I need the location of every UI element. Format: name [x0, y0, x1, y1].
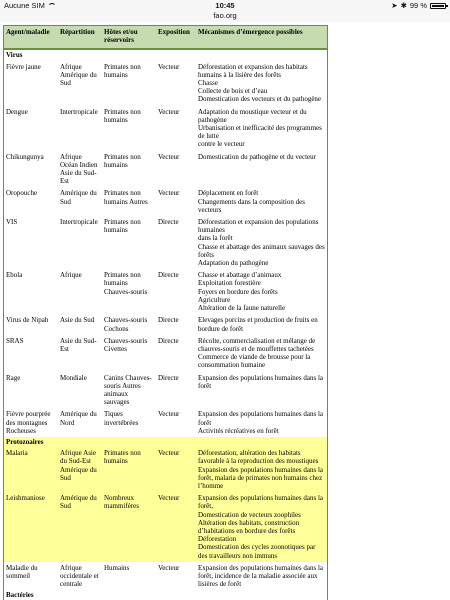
battery-percent: 99 % [409, 1, 427, 10]
table-row [4, 61, 328, 106]
header-repartition: Répartition [58, 26, 102, 50]
cell-mecanismes [196, 61, 328, 106]
mechanism-line: Expansion des populations humaines dans la forêt, [198, 494, 324, 511]
mechanism-line: Déforestation, altération des habitats favorable à la reproduction des moustiques [198, 449, 319, 466]
mechanism-line: Récolte, commercialisation et mélange de chauves-souris et de mouffettes tachetées [198, 336, 316, 353]
table-row [4, 106, 328, 151]
mechanism-line: Agriculture [198, 295, 231, 304]
cell-mecanismes [196, 216, 328, 269]
mechanism-line: Adaptation du moustique vecteur et du pathogène [198, 107, 307, 124]
cell-agent: VIS [6, 218, 18, 227]
bluetooth-icon: ✱ [400, 1, 407, 10]
mechanism-line: Elevages porcins et production de fruits en bordure de forêt [198, 316, 318, 333]
carrier-label: Aucune SIM [4, 1, 45, 10]
table-row [4, 269, 328, 314]
cell-mecanismes [196, 314, 328, 334]
cell-repartition: Afrique Océan Indien Asie du Sud-Est [60, 152, 98, 186]
cell-exposition: Vecteur [158, 563, 180, 572]
cell-repartition: Intertropicale [60, 107, 98, 116]
cell-repartition: Mondiale [60, 373, 87, 382]
cell-agent: Maladie du sommeil [6, 563, 38, 580]
mechanism-line: Foyers en bordure des forêts [198, 287, 278, 296]
cell-agent: Oropouche [6, 189, 38, 198]
table-row [4, 447, 328, 492]
cell-mecanismes [196, 269, 328, 314]
cell-exposition: Directe [158, 336, 179, 345]
table-row [4, 187, 328, 216]
cell-agent: Ebola [6, 271, 23, 280]
cell-exposition: Vecteur [156, 492, 196, 562]
page-content [0, 22, 450, 600]
section-title: Protozoaires [4, 437, 328, 447]
table-body [4, 49, 328, 600]
cell-agent: Virus de Nipah [6, 316, 49, 325]
mechanism-line: Expansion des populations humaines dans la forêt [198, 373, 324, 390]
table-row [4, 335, 328, 372]
cell-mecanismes [196, 408, 328, 437]
cell-agent: Dengue [6, 107, 28, 116]
table-row [4, 372, 328, 409]
header-exposition: Exposition [156, 26, 196, 50]
cell-repartition: Asie du Sud-Est [60, 336, 97, 353]
cell-hotes: Humains [104, 563, 130, 572]
cell-exposition: Directe [158, 218, 179, 227]
status-right [391, 1, 446, 10]
mechanism-line: Expansion des populations humaines dans la forêt, malaria de primates non humains chez l’homme [198, 465, 324, 490]
address-domain: fao.org [213, 11, 237, 20]
cell-exposition: Directe [158, 316, 179, 325]
cell-mecanismes [196, 372, 328, 409]
mechanism-line: Expansion des populations humaines dans la forêt [198, 410, 324, 427]
cell-repartition: Afrique [60, 271, 82, 280]
location-icon: ➤ [391, 1, 398, 10]
mechanism-line: dans la forêt [198, 234, 233, 243]
mechanism-line: Adaptation du pathogène [198, 259, 269, 268]
cell-mecanismes [196, 492, 328, 562]
cell-repartition: Asie du Sud [60, 316, 95, 325]
cell-repartition: Afrique Asie du Sud-Est Amérique du Sud [58, 447, 102, 492]
section-title: Bactéries [6, 591, 34, 600]
cell-hotes: Tiques invertébrées [104, 410, 139, 427]
mechanism-line: Déforestation et expansion des habitats humains à la lisière des forêts [198, 62, 308, 79]
mechanism-line: Chasse [198, 79, 218, 88]
cell-hotes: Chauves-souris Cochons [104, 316, 148, 333]
cell-exposition: Directe [158, 271, 179, 280]
mechanism-line: Domestication du pathogène et du vecteur [198, 152, 316, 161]
cell-repartition: Amérique du Sud [60, 189, 97, 206]
mechanism-line: Altération de la faune naturelle [198, 304, 286, 313]
cell-hotes: Nombreux mammifères [102, 492, 156, 562]
cell-hotes: Primates non humains [104, 218, 141, 235]
cell-repartition: Amérique du Nord [60, 410, 97, 427]
cell-hotes: Primates non humains [104, 152, 141, 169]
table-row [4, 408, 328, 437]
cell-exposition: Vecteur [158, 410, 180, 419]
mechanism-line: Commerce de viande de brousse pour la consommation humaine [198, 353, 311, 370]
cell-agent: Rage [6, 373, 21, 382]
emerging-diseases-table [3, 25, 328, 600]
cell-mecanismes [196, 562, 328, 591]
battery-icon [430, 3, 446, 9]
status-bar [0, 0, 450, 11]
mechanism-line: Déplacement en forêt [198, 189, 259, 198]
cell-exposition: Vecteur [158, 62, 180, 71]
table-row [4, 151, 328, 188]
mechanism-line: Domestication des cycles zoonotiques par des travailleurs non immuns [198, 543, 316, 560]
table-row [4, 562, 328, 591]
mechanism-line: Changements dans la composition des vecteurs [198, 197, 305, 214]
mechanism-line: Chasse et abattage des animaux sauvages des forêts [198, 242, 325, 259]
cell-hotes: Primates non humains [104, 107, 141, 124]
cell-hotes: Primates non humains [102, 447, 156, 492]
cell-mecanismes [196, 151, 328, 188]
cell-agent: Chikungunya [6, 152, 44, 161]
mechanism-line: Chasse et abattage d’animaux [198, 271, 282, 280]
cell-mecanismes [196, 106, 328, 151]
cell-mecanismes [196, 335, 328, 372]
cell-mecanismes [196, 447, 328, 492]
cell-agent: Leishmaniose [4, 492, 59, 562]
cell-agent: SRAS [6, 336, 24, 345]
mechanism-line: Expansion des populations humaines dans la forêt, incidence de la maladie associée aux lisières de forêt [198, 563, 324, 589]
table-header-row [4, 26, 328, 50]
cell-exposition: Vecteur [156, 447, 196, 492]
cell-hotes: Primates non humains [104, 62, 141, 79]
cell-agent: Fièvre jaune [6, 62, 41, 71]
cell-exposition: Vecteur [158, 152, 180, 161]
clock: 10:45 [215, 1, 235, 10]
cell-hotes: Primates non humains Chauves-souris [104, 271, 148, 296]
mechanism-line: Altération des habitats, construction d’habitations en bordure des forêts [198, 518, 300, 535]
header-agent: Agent/maladie [4, 26, 59, 50]
table-row [4, 314, 328, 334]
section-title: Virus [6, 51, 23, 60]
header-mecanismes: Mécanismes d’émergence possibles [196, 26, 328, 50]
mechanism-line: Domestication de vecteurs zoophiles [198, 510, 301, 519]
mechanism-line: Activités récréatives en forêt [198, 426, 279, 435]
cell-hotes: Chauves-souris Civettes [104, 336, 148, 353]
mechanism-line: Domestication des vecteurs et du pathogène [198, 95, 322, 104]
cell-repartition: Intertropicale [60, 218, 98, 227]
mechanism-line: Déforestation et expansion des populations humaines [198, 218, 319, 235]
mechanism-line: Déforestation [198, 535, 237, 544]
cell-mecanismes [196, 187, 328, 216]
section-row [4, 437, 328, 447]
cell-hotes: Canins Chauves-souris Autres animaux sauvages [104, 373, 152, 407]
cell-hotes: Primates non humains Autres [104, 189, 148, 206]
cell-repartition: Afrique occidentale et centrale [60, 563, 99, 589]
mechanism-line: contre le vecteur [198, 140, 245, 149]
header-hotes: Hôtes et/ou réservoirs [102, 26, 156, 50]
section-row [4, 590, 328, 600]
cell-repartition: Afrique Amérique du Sud [60, 62, 97, 88]
section-row [4, 49, 328, 60]
mechanism-line: Urbanisation et inefficacité des programmes de lutte [198, 124, 322, 141]
cell-agent: Fièvre pourprée des montagnes Rocheuses [6, 410, 51, 435]
table-row [4, 216, 328, 269]
mechanism-line: Collecte de bois et d’eau [198, 87, 268, 96]
mechanism-line: Exploitation forestière [198, 279, 261, 288]
table-row [4, 492, 328, 562]
cell-exposition: Directe [158, 373, 179, 382]
cell-exposition: Vecteur [158, 189, 180, 198]
cell-exposition: Vecteur [158, 107, 180, 116]
cell-agent: Malaria [4, 447, 59, 492]
cell-repartition: Amérique du Sud [58, 492, 102, 562]
